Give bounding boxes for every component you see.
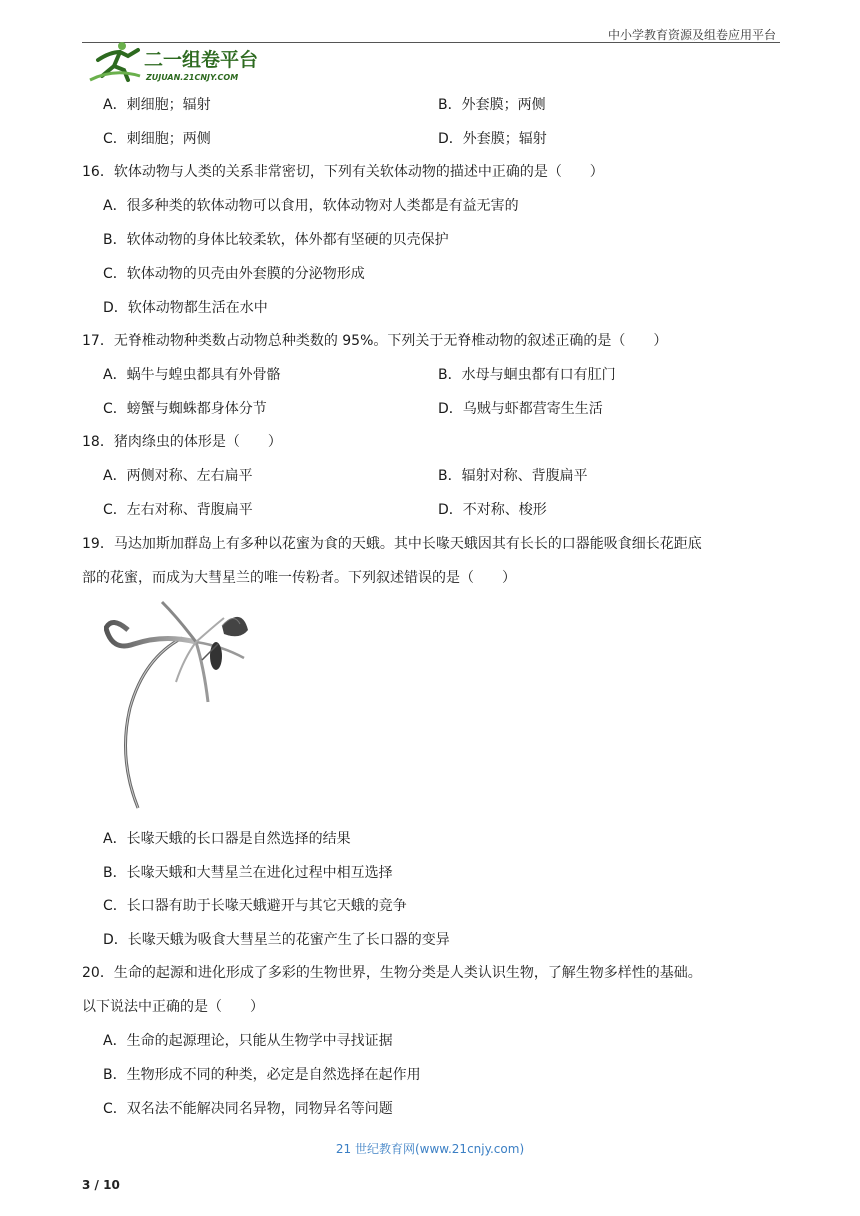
q19-option-a: A．长喙天蛾的长口器是自然选择的结果 bbox=[103, 831, 351, 847]
q16-option-d: D．软体动物都生活在水中 bbox=[103, 300, 268, 316]
q19-stem-line1: 19．马达加斯加群岛上有多种以花蜜为食的天蛾。其中长喙天蛾因其有长长的口器能吸食细长花距底 bbox=[82, 536, 702, 552]
q15-option-c: C．刺细胞；两侧 bbox=[103, 131, 211, 147]
q19-option-d: D．长喙天蛾为吸食大彗星兰的花蜜产生了长口器的变异 bbox=[103, 932, 450, 948]
q16-option-a: A．很多种类的软体动物可以食用，软体动物对人类都是有益无害的 bbox=[103, 198, 519, 214]
q18-option-a: A．两侧对称、左右扁平 bbox=[103, 468, 253, 484]
q18-option-b: B．辐射对称、背腹扁平 bbox=[438, 468, 588, 484]
q17-option-d: D．乌贼与虾都营寄生生活 bbox=[438, 401, 603, 417]
q19-option-c: C．长口器有助于长喙天蛾避开与其它天蛾的竞争 bbox=[103, 898, 407, 914]
q15-option-b: B．外套膜；两侧 bbox=[438, 97, 546, 113]
logo-subtitle: ZUJUAN.21CNJY.COM bbox=[146, 73, 239, 82]
q16-option-c: C．软体动物的贝壳由外套膜的分泌物形成 bbox=[103, 266, 365, 282]
page-number: 3 / 10 bbox=[82, 1178, 120, 1192]
q20-option-b: B．生物形成不同的种类，必定是自然选择在起作用 bbox=[103, 1067, 421, 1083]
logo bbox=[84, 38, 274, 86]
q18-stem: 18．猪肉绦虫的体形是（ ） bbox=[82, 434, 282, 450]
q20-stem-line1: 20．生命的起源和进化形成了多彩的生物世界，生物分类是人类认识生物，了解生物多样性的基础。 bbox=[82, 965, 702, 981]
logo-title: 二一组卷平台 bbox=[144, 49, 259, 71]
q15-option-a: A．刺细胞；辐射 bbox=[103, 97, 211, 113]
q17-option-b: B．水母与蛔虫都有口有肛门 bbox=[438, 367, 616, 383]
q17-option-c: C．螃蟹与蜘蛛都身体分节 bbox=[103, 401, 267, 417]
q16-stem: 16．软体动物与人类的关系非常密切，下列有关软体动物的描述中正确的是（ ） bbox=[82, 164, 604, 180]
platform-name: 中小学教育资源及组卷应用平台 bbox=[607, 28, 776, 42]
footer-site-link[interactable]: 21 世纪教育网(www.21cnjy.com) bbox=[335, 1142, 525, 1156]
q18-option-c: C．左右对称、背腹扁平 bbox=[103, 502, 253, 518]
q19-option-b: B．长喙天蛾和大彗星兰在进化过程中相互选择 bbox=[103, 865, 393, 881]
q15-option-d: D．外套膜；辐射 bbox=[438, 131, 547, 147]
q19-stem-line2: 部的花蜜，而成为大彗星兰的唯一传粉者。下列叙述错误的是（ ） bbox=[82, 570, 516, 586]
q20-option-a: A．生命的起源理论，只能从生物学中寻找证据 bbox=[103, 1033, 393, 1049]
q17-option-a: A．蜗牛与蝗虫都具有外骨骼 bbox=[103, 367, 281, 383]
orchid-moth-illustration bbox=[104, 598, 254, 812]
q16-option-b: B．软体动物的身体比较柔软，体外都有坚硬的贝壳保护 bbox=[103, 232, 449, 248]
q20-option-c: C．双名法不能解决同名异物，同物异名等问题 bbox=[103, 1101, 393, 1117]
q17-stem: 17．无脊椎动物种类数占动物总种类数的 95%。下列关于无脊椎动物的叙述正确的是（ ） bbox=[82, 333, 668, 349]
q18-option-d: D．不对称、梭形 bbox=[438, 502, 547, 518]
q20-stem-line2: 以下说法中正确的是（ ） bbox=[82, 999, 264, 1015]
